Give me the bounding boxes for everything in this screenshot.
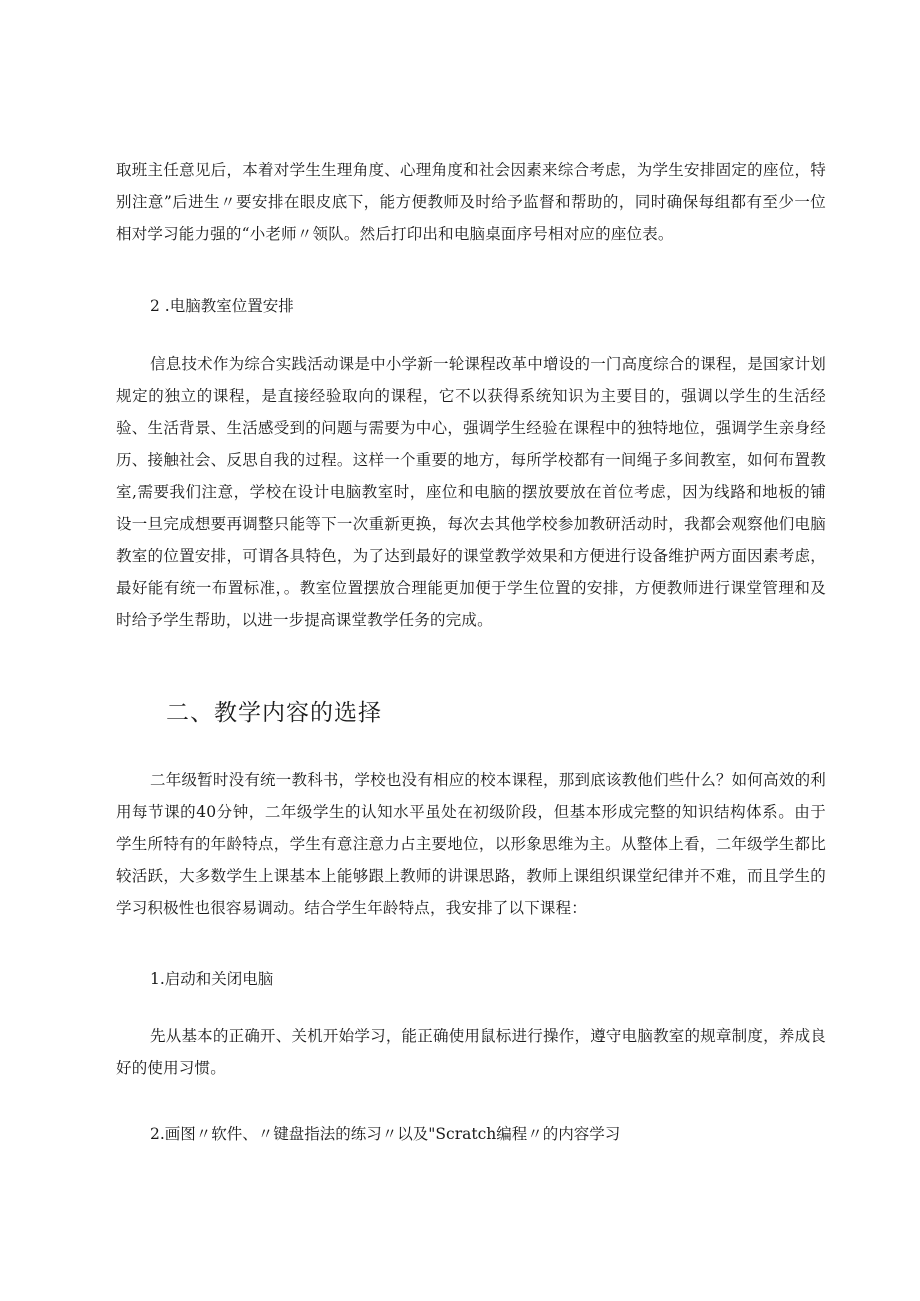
- chapter-2-heading: 二、教学内容的选择: [166, 700, 382, 726]
- intro-paragraph: 取班主任意见后，本着对学生生理角度、心理角度和社会因素来综合考虑，为学生安排固定的座位，特别注意”后进生〃要安排在眼皮底下，能方便教师及时给予监督和帮助的，同时确保每组都有至少一位相对学习能力强的“小老师〃领队。然后打印出和电脑桌面序号相对应的座位表。: [116, 161, 826, 243]
- item-1-paragraph: 先从基本的正确开、关机开始学习，能正确使用鼠标进行操作，遵守电脑教室的规章制度，养成良好的使用习惯。: [116, 1027, 826, 1077]
- item-2-title: 2.画图〃软件、〃键盘指法的练习〃以及"Scratch编程〃的内容学习: [150, 1125, 621, 1143]
- chapter-2-paragraph: 二年级暂时没有统一教科书，学校也没有相应的校本课程，那到底该教他们些什么？如何高效的利用每节课的40分钟，二年级学生的认知水平虽处在初级阶段，但基本形成完整的知识结构体系。由于学生所特有的年龄特点，学生有意注意力占主要地位，以形象思维为主。从整体上看，二年级学生都比较活跃，大多数学生上课基本上能够跟上教师的讲课思路，教师上课组织课堂纪律并不难，而且学生的学习积极性也很容易调动。结合学生年龄特点，我安排了以下课程：: [116, 771, 826, 917]
- item-1-title: 1.启动和关闭电脑: [150, 970, 274, 988]
- section-2-title: 2 .电脑教室位置安排: [150, 297, 294, 315]
- section-2-paragraph: 信息技术作为综合实践活动课是中小学新一轮课程改革中增设的一门高度综合的课程，是国家计划规定的独立的课程，是直接经验取向的课程，它不以获得系统知识为主要目的，强调以学生的生活经验、生活背景、生活感受到的问题与需要为中心，强调学生经验在课程中的独特地位，强调学生亲身经历、接触社会、反思自我的过程。这样一个重要的地方，每所学校都有一间绳子多间教室，如何布置教室,需要我们注意，学校在设计电脑教室时，座位和电脑的摆放要放在首位考虑，因为线路和地板的铺设一旦完成想要再调整只能等下一次重新更换，每次去其他学校参加教研活动时，我都会观察他们电脑教室的位置安排，可谓各具特色，为了达到最好的课堂教学效果和方便进行设备维护两方面因素考虑，最好能有统一布置标准，。教室位置摆放合理能更加便于学生位置的安排，方便教师进行课堂管理和及时给予学生帮助，以进一步提高课堂教学任务的完成。: [116, 355, 826, 629]
